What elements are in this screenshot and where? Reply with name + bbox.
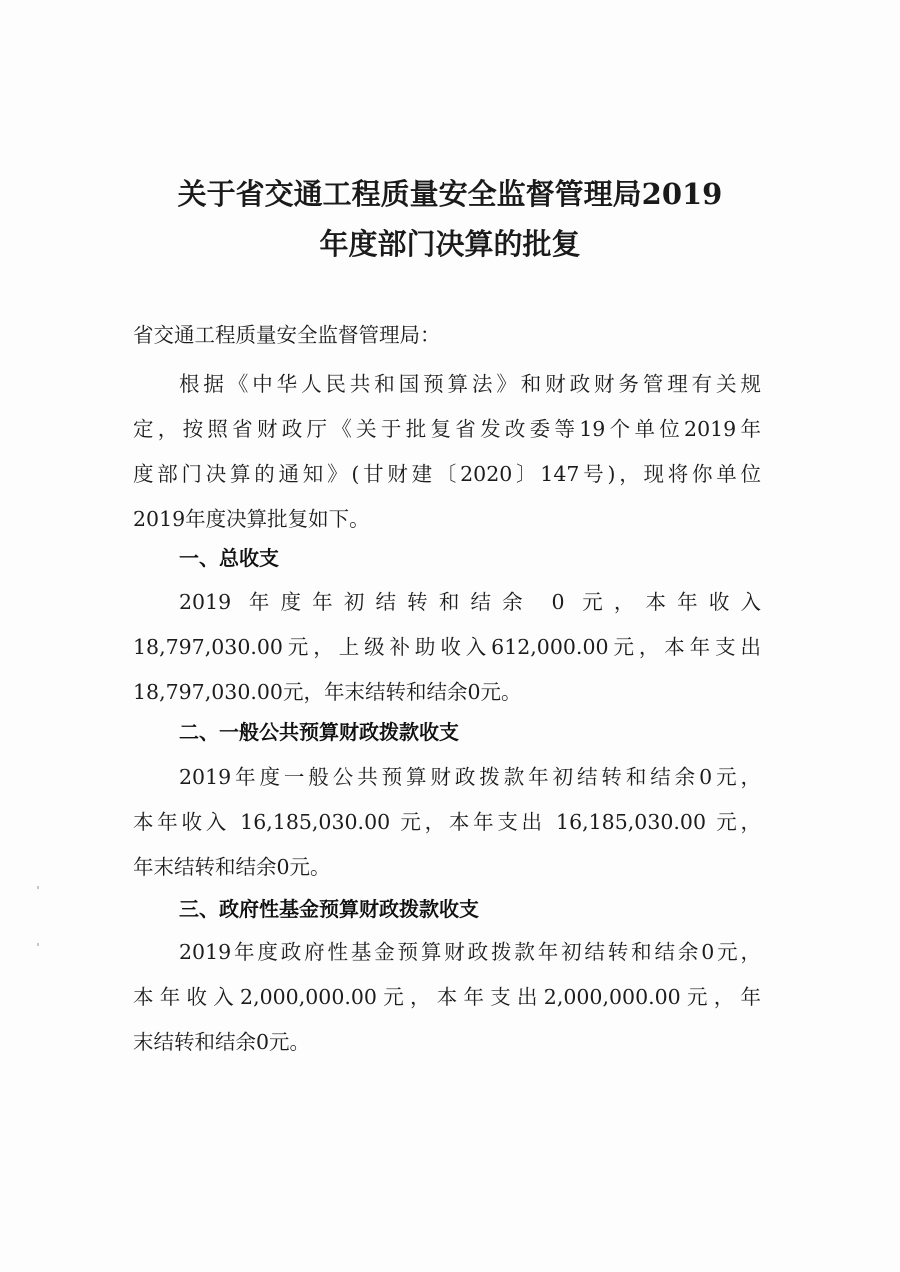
section-line: 2019年度一般公共预算财政拨款年初结转和结余0元， xyxy=(179,765,761,789)
section-heading-general-budget: 二、一般公共预算财政拨款收支 xyxy=(179,720,459,744)
section-line: 年末结转和结余0元。 xyxy=(133,855,331,879)
section-line: 本年收入2,000,000.00元，本年支出2,000,000.00元，年 xyxy=(133,985,761,1009)
section-heading-government-fund: 三、政府性基金预算财政拨款收支 xyxy=(179,897,479,921)
salutation: 省交通工程质量安全监督管理局： xyxy=(133,323,441,347)
document-title-line-2: 年度部门决算的批复 xyxy=(319,227,581,261)
document-title-line-1: 关于省交通工程质量安全监督管理局2019 xyxy=(177,177,723,211)
intro-line: 根据《中华人民共和国预算法》和财政财务管理有关规 xyxy=(179,372,761,396)
intro-line: 度部门决算的通知》(甘财建〔2020〕147号)，现将你单位 xyxy=(133,462,761,486)
intro-line: 2019年度决算批复如下。 xyxy=(133,507,370,531)
section-line: 2019年度政府性基金预算财政拨款年初结转和结余0元， xyxy=(179,940,761,964)
section-line: 2019 年度年初结转和结余 0 元，本年收入 xyxy=(179,590,761,614)
section-line: 本年收入 16,185,030.00 元，本年支出 16,185,030.00 元， xyxy=(133,810,761,834)
scan-margin-mark xyxy=(37,886,39,889)
section-line: 18,797,030.00元，上级补助收入612,000.00元，本年支出 xyxy=(133,635,761,659)
scan-margin-mark xyxy=(37,943,39,946)
section-heading-total: 一、总收支 xyxy=(179,546,279,570)
intro-line: 定，按照省财政厅《关于批复省发改委等19个单位2019年 xyxy=(133,417,761,441)
section-line: 末结转和结余0元。 xyxy=(133,1030,311,1054)
document-body xyxy=(133,0,773,1272)
section-line: 18,797,030.00元，年末结转和结余0元。 xyxy=(133,680,522,704)
